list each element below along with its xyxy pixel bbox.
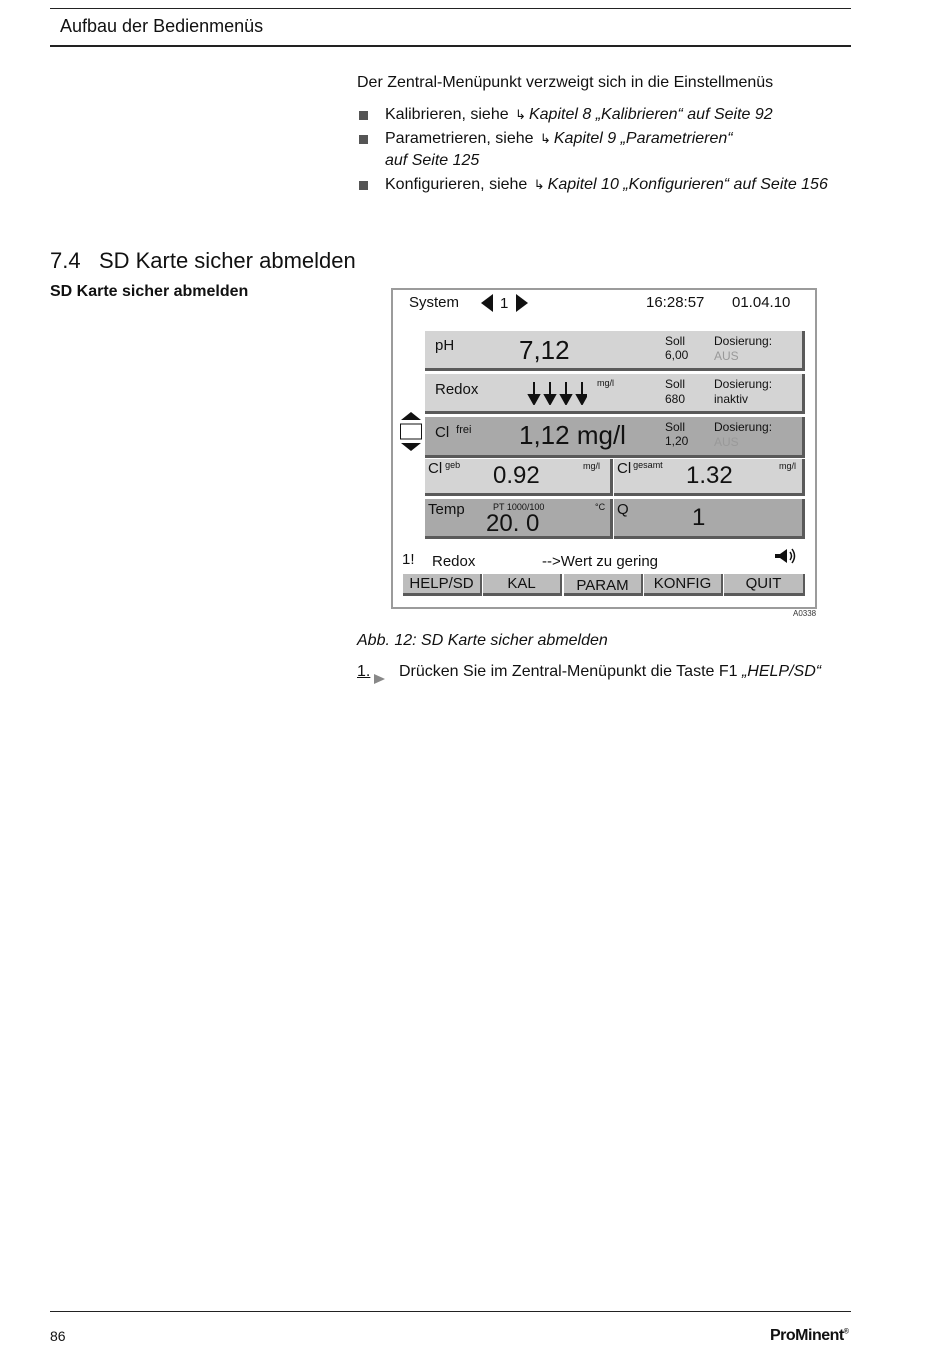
menu-label: System xyxy=(409,294,460,311)
setpoint: Soll 6,00 xyxy=(665,334,689,362)
cross-reference-arrow-icon: ↳ xyxy=(533,177,545,192)
dosing-status: Dosierung: AUS xyxy=(714,334,773,363)
channel-label: Cl $^{geb}$ xyxy=(428,460,461,477)
unit-label: mg/l xyxy=(597,378,615,388)
fkey-help-sd-button[interactable]: HELP/SD xyxy=(403,574,482,596)
cross-reference-link[interactable]: Kapitel 10 „Konfigurieren“ auf Seite 156 xyxy=(547,176,828,193)
page-number: 1 xyxy=(500,295,509,312)
footer-rule xyxy=(50,1311,851,1312)
cross-reference-arrow-icon: ↳ xyxy=(539,131,551,146)
bullet-icon xyxy=(359,135,368,144)
list-item: Konfigurieren, siehe ↳ Kapitel 10 „Konfigurieren“ auf Seite 156 xyxy=(357,174,857,196)
device-display xyxy=(391,288,817,609)
measurement-row-ph[interactable] xyxy=(425,331,805,371)
bullet-list xyxy=(357,104,857,198)
channel-label: Temp xyxy=(428,501,465,518)
sensor-type: PT 1000/100 xyxy=(493,502,545,512)
fkey-kal-button[interactable]: KAL xyxy=(483,574,562,596)
fkey-param-button[interactable]: PARAM xyxy=(564,574,643,596)
alarm-message: -->Wert zu gering xyxy=(542,553,659,570)
brand-logo: ProMinent® xyxy=(770,1327,849,1344)
list-item: Kalibrieren, siehe ↳ Kapitel 8 „Kalibrieren“ auf Seite 92 xyxy=(357,104,857,126)
measured-value: 20. 0 xyxy=(486,510,540,537)
measured-value: 0.92 xyxy=(493,462,540,489)
unit-label: mg/l xyxy=(583,461,601,471)
figure-code: A0338 xyxy=(793,609,817,618)
horn-alarm-icon[interactable] xyxy=(773,547,797,565)
cross-reference-link-cont[interactable]: auf Seite 125 xyxy=(385,152,480,169)
fkey-konfig-button[interactable]: KONFIG xyxy=(644,574,723,596)
alarm-channel: Redox xyxy=(432,553,476,570)
measurement-cell-q[interactable] xyxy=(614,499,805,539)
step-number: 1. xyxy=(357,663,371,680)
cross-reference-link[interactable]: Kapitel 9 „Parametrieren“ xyxy=(553,130,733,147)
channel-label: Cl $^{frei}$ xyxy=(435,424,472,441)
page-left-arrow-icon[interactable] xyxy=(481,294,493,312)
channel-label: Cl $^{gesamt}$ xyxy=(617,460,663,477)
measurement-cell-cl-gesamt[interactable] xyxy=(614,459,805,496)
measurement-row-cl-frei[interactable] xyxy=(425,417,805,458)
unit-label: °C xyxy=(595,502,606,512)
setpoint: Soll 1,20 xyxy=(665,420,689,448)
intro-text: Der Zentral-Menüpunkt verzweigt sich in die Einstellmenüs xyxy=(357,74,774,91)
list-item: Parametrieren, siehe ↳ Kapitel 9 „Parametrieren“ auf Seite 125 xyxy=(357,128,857,172)
selection-updown-icon[interactable] xyxy=(399,412,423,454)
channel-label: pH xyxy=(435,337,455,354)
clock-time: 16:28:57 xyxy=(646,294,705,311)
header-bottom-rule xyxy=(50,45,851,47)
measured-value: 1 xyxy=(692,504,706,531)
chapter-header: Aufbau der Bedienmenüs xyxy=(60,16,264,36)
measured-value: 1,12 mg/l xyxy=(519,420,626,450)
figure-caption: Abb. 12: SD Karte sicher abmelden xyxy=(357,632,608,649)
setpoint: Soll 680 xyxy=(665,377,686,406)
section-title: 7.4 SD Karte sicher abmelden xyxy=(50,248,356,273)
measurement-row-redox[interactable] xyxy=(425,374,805,414)
cross-reference-arrow-icon: ↳ xyxy=(515,107,526,122)
measurement-cell-temp[interactable] xyxy=(425,499,613,539)
section-subtitle: SD Karte sicher abmelden xyxy=(50,283,249,300)
step-text: Drücken Sie im Zentral-Menüpunkt die Taste F1 „HELP/SD“ xyxy=(399,663,822,680)
clock-date: 01.04.10 xyxy=(732,294,791,311)
measured-value: 1.32 xyxy=(686,462,733,489)
fkey-quit-button[interactable]: QUIT xyxy=(724,574,805,596)
page-number-footer: 86 xyxy=(50,1328,66,1344)
channel-label: Q xyxy=(617,501,629,518)
cross-reference-link[interactable]: Kapitel 8 „Kalibrieren“ auf Seite 92 xyxy=(528,106,773,123)
bullet-icon xyxy=(359,111,368,120)
unit-label: mg/l xyxy=(779,461,797,471)
low-value-arrows-icon xyxy=(527,381,587,405)
header-top-rule xyxy=(50,8,851,9)
page-right-arrow-icon[interactable] xyxy=(516,294,528,312)
channel-label: Redox xyxy=(435,381,479,398)
measurement-cell-cl-geb[interactable] xyxy=(425,459,613,496)
dosing-status: Dosierung: AUS xyxy=(714,420,773,449)
step-arrow-icon xyxy=(372,673,386,685)
alarm-flag: 1! xyxy=(402,551,415,568)
measured-value: 7,12 xyxy=(519,335,570,365)
dosing-status: Dosierung: inaktiv xyxy=(714,377,773,406)
bullet-icon xyxy=(359,181,368,190)
